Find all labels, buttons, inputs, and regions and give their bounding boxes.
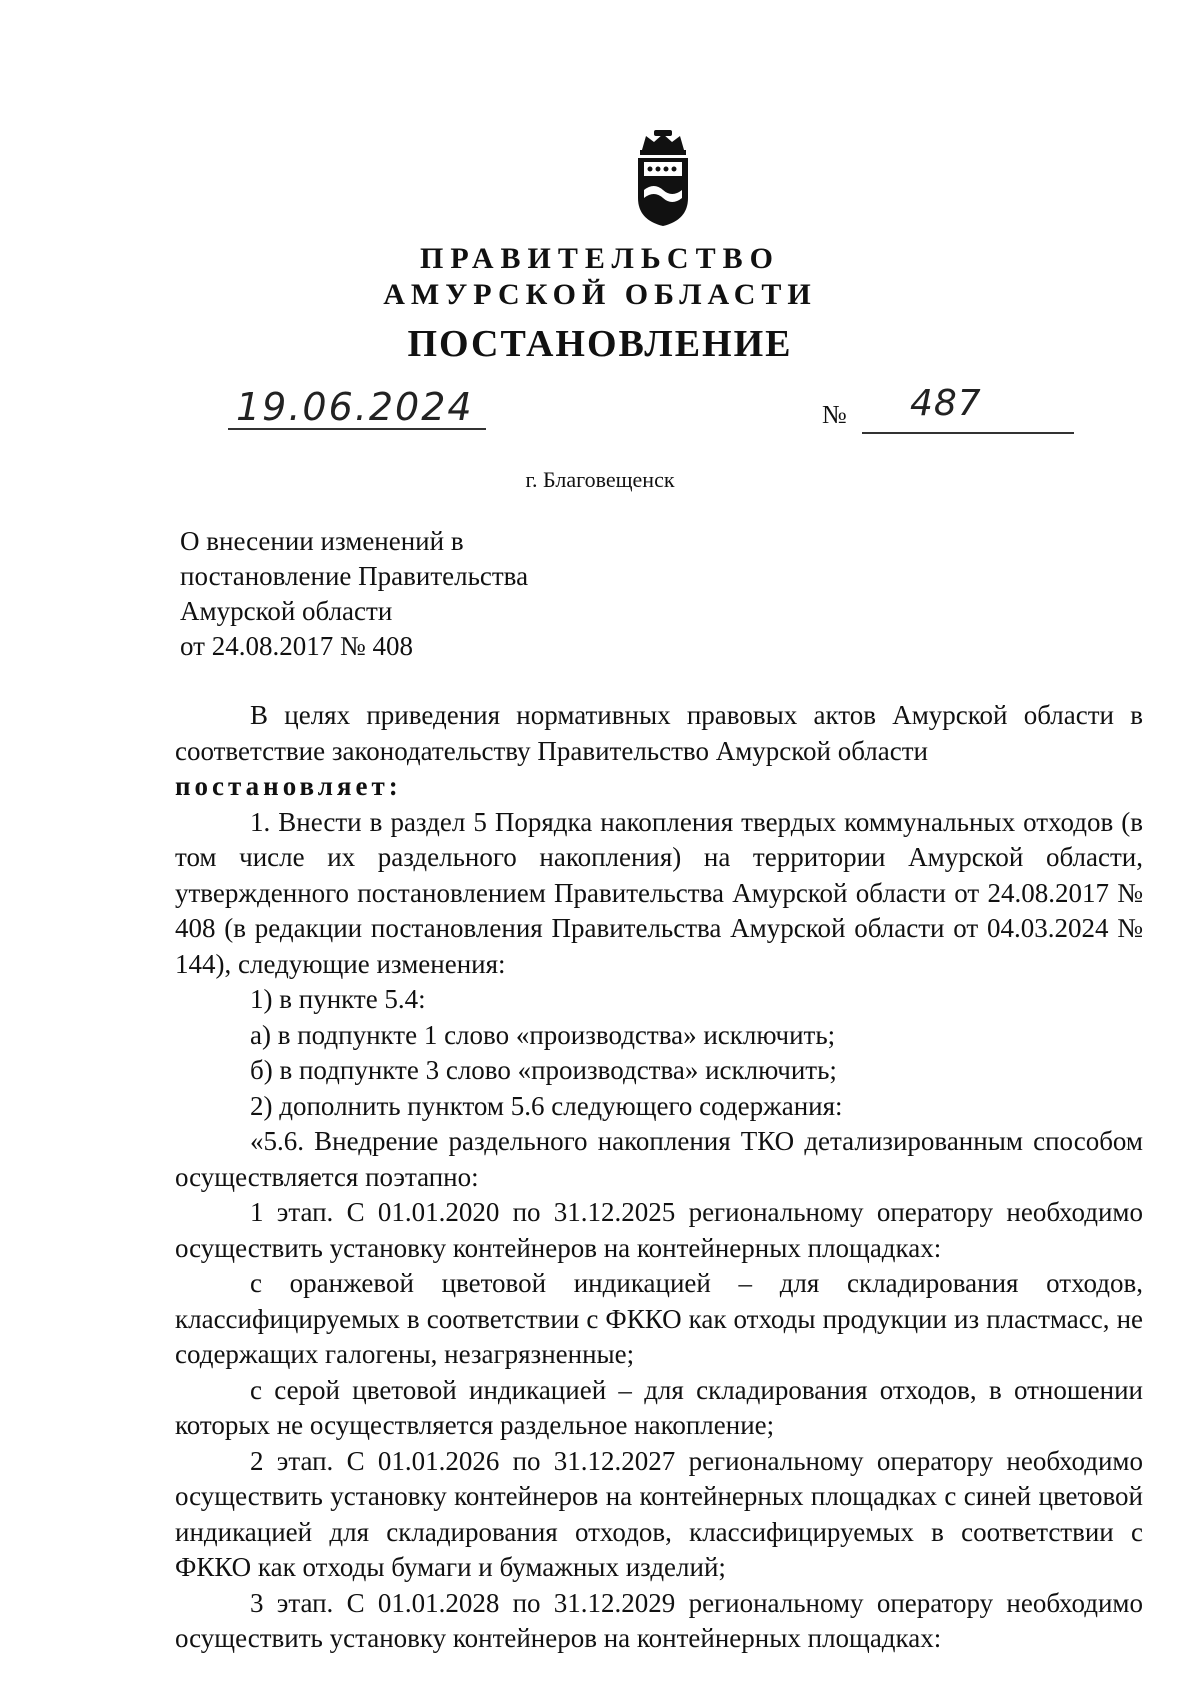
number-sign: № — [822, 400, 847, 429]
paragraph-item: а) в подпункте 1 слово «производства» исключить; — [250, 1019, 836, 1050]
stage-2-paragraph: 2 этап. С 01.01.2026 по 31.12.2027 региональному оператору необходимо осуществить установку контейнеров на контейнерных площадках с синей цветовой индикацией для складирования отходов, классифицируемых в соответствии с ФККО как отходы бумаги и бумажных изделий; — [175, 1445, 1143, 1582]
resolves-word: постановляет: — [175, 771, 402, 801]
stage-1-paragraph: 1 этап. С 01.01.2020 по 31.12.2025 региональному оператору необходимо осуществить установку контейнеров на контейнерных площадках: — [175, 1197, 1143, 1263]
paragraph-item: 2) дополнить пунктом 5.6 следующего содержания: — [250, 1090, 843, 1121]
date-underline — [228, 428, 486, 430]
document-type-title: ПОСТАНОВЛЕНИЕ — [407, 323, 793, 365]
coat-of-arms-icon — [628, 128, 698, 228]
subject-line: от 24.08.2017 № 408 — [180, 631, 413, 661]
header-government: ПРАВИТЕЛЬСТВО — [420, 242, 780, 275]
stage-3-paragraph: 3 этап. С 01.01.2028 по 31.12.2029 региональному оператору необходимо осуществить установку контейнеров на контейнерных площадках: — [175, 1587, 1143, 1653]
paragraph-item: «5.6. Внедрение раздельного накопления ТКО детализированным способом осуществляется поэтапно: — [175, 1126, 1143, 1192]
grey-indication-paragraph: с серой цветовой индикацией – для складирования отходов, в отношении которых не осуществляется раздельное накопление; — [175, 1374, 1143, 1440]
subject-line: Амурской области — [180, 596, 393, 626]
paragraph-item: б) в подпункте 3 слово «производства» исключить; — [250, 1055, 837, 1085]
handwritten-number: 487 — [910, 383, 982, 424]
preamble-line: В целях приведения нормативных правовых актов Амурской области в — [250, 700, 1143, 730]
city-label: г. Благовещенск — [525, 467, 675, 492]
subject-line: постановление Правительства — [180, 561, 529, 591]
subject-line: О внесении изменений в — [180, 526, 464, 556]
paragraph-item: 1) в пункте 5.4: — [250, 984, 426, 1014]
paragraph-1: 1. Внести в раздел 5 Порядка накопления твердых коммунальных отходов (в том числе их раздельного накопления) на территории Амурской области, утвержденного постановлением Правительства Амурской области от 24.08.2017 № 408 (в редакции постановления Правительства Амурской области от 04.03.2024 № 144), следующие изменения: — [175, 806, 1143, 979]
header-region: АМУРСКОЙ ОБЛАСТИ — [383, 278, 817, 311]
orange-indication-paragraph: с оранжевой цветовой индикацией – для складирования отходов, классифицируемых в соответствии с ФККО как отходы продукции из пластмасс, не содержащих галогены, незагрязненные; — [175, 1268, 1143, 1369]
number-underline — [862, 432, 1074, 434]
handwritten-date: 19.06.2024 — [236, 385, 474, 429]
preamble-line: соответствие законодательству Правительство Амурской области — [175, 735, 928, 766]
document-body — [175, 698, 1143, 1657]
document-subject — [180, 524, 528, 664]
